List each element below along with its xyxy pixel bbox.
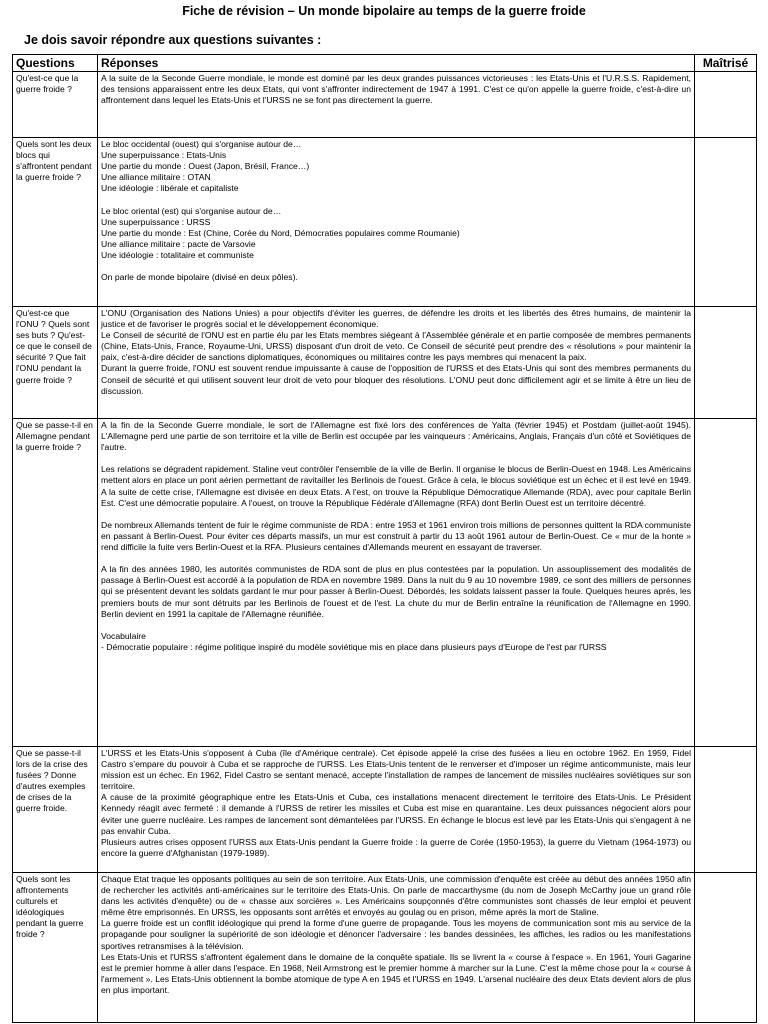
question-cell: Quels sont les affrontements culturels et idéologiques pendant la guerre froide ?: [13, 873, 98, 1023]
paragraph-spacer: [101, 453, 691, 464]
table-header-row: [13, 55, 757, 72]
table-row: [13, 138, 757, 307]
answer-cell: [98, 72, 695, 138]
column-header-maitrise: Maîtrisé: [695, 55, 757, 72]
answer-paragraph: Une partie du monde : Est (Chine, Corée du Nord, Démocraties populaires comme Roumanie): [101, 227, 460, 238]
answer-paragraph: Une alliance militaire : pacte de Varsovie: [101, 238, 256, 249]
question-cell: Qu'est-ce que la guerre froide ?: [13, 72, 98, 138]
question-cell: Quels sont les deux blocs qui s'affrontent pendant la guerre froide ?: [13, 138, 98, 307]
mastery-cell[interactable]: [695, 307, 757, 419]
column-header-questions: Questions: [13, 55, 98, 72]
mastery-cell[interactable]: [695, 72, 757, 138]
table-row: [13, 307, 757, 419]
table-row: [13, 873, 757, 1023]
paragraph-spacer: [101, 553, 691, 564]
answer-paragraph: Une superpuissance : URSS: [101, 216, 211, 227]
answer-paragraph: L'URSS et les Etats-Unis s'opposent à Cuba (île d'Amérique centrale). Cet épisode appelé la crise des fusées a lieu en octobre 1962. En 1959, Fidel Castro s'empare du pouvoir à Cuba et se rapproche de l'URSS. Les Etats-Unis tentent de le renverser et d'imposer un régime anticommuniste, mais leur mission est un échec. En 1962, Fidel Castro se sentant menacé, accepte l'installation de rampes de lancement de missiles nucléaires soviétiques sur son territoire.: [101, 748, 691, 792]
answer-paragraph: De nombreux Allemands tentent de fuir le régime communiste de RDA : entre 1953 et 1961 environ trois millions de personnes quittent la RDA communiste en passant à Berlin-Ouest. Pour éviter ces départs massifs, un mur est construit à partir du 13 août 1961 autour de Berlin-Ouest. Ce « mur de la honte » rend difficile la fuite vers Berlin-Ouest et la RFA. Plusieurs centaines d'Allemands meurent en essayant de traverser.: [101, 519, 691, 553]
question-cell: Que se passe-t-il lors de la crise des fusées ? Donne d'autres exemples de crises de la guerre froide.: [13, 747, 98, 873]
revision-table: [12, 54, 757, 1023]
answer-paragraph: On parle de monde bipolaire (divisé en deux pôles).: [101, 272, 298, 283]
answer-paragraph: Une superpuissance : Etats-Unis: [101, 150, 227, 161]
sheet-subtitle: Je dois savoir répondre aux questions suivantes :: [24, 33, 322, 47]
answer-paragraph: La guerre froide est un conflit idéologique qui prend la forme d'une guerre de propagande. Tous les moyens de communication sont mis au service de la propagande pour souligner la supériorité de son idéologie et dénoncer l'adversaire : les bandes dessinées, les affiches, les radios ou les manifestations sportives retransmises à la télévision.: [101, 918, 691, 951]
answer-paragraph: Une alliance militaire : OTAN: [101, 172, 211, 183]
question-cell: Qu'est-ce que l'ONU ? Quels sont ses buts ? Qu'est-ce que le conseil de sécurité ? Que fait l'ONU pendant la guerre froide ?: [13, 307, 98, 419]
answer-paragraph: A la suite de la Seconde Guerre mondiale, le monde est dominé par les deux grandes puissances victorieuses : les Etats-Unis et l'U.R.S.S. Rapidement, des tensions apparaissent entre les deux Etats, qui vont s'affronter indirectement de 1947 à 1991. C'est ce qu'on appelle la guerre froide, c'est-à-dire un affrontement dans lequel les Etats-Unis et l'URSS ne se font pas directement la guerre.: [101, 73, 691, 106]
mastery-cell[interactable]: [695, 138, 757, 307]
mastery-cell[interactable]: [695, 747, 757, 873]
answer-paragraph: Le Conseil de sécurité de l'ONU est en partie élu par les Etats membres siégeant à l'Assemblée générale et en partie composée de membres permanents (Chine, Etats-Unis, France, Royaume-Uni, URSS) disposant d'un droit de veto. Ce Conseil de sécurité peut prendre des « résolutions » pour maintenir la paix, c'est-à-dire décider de sanctions diplomatiques, économiques ou militaires contre les pays membres qui menacent la paix.: [101, 330, 691, 363]
answer-cell: [98, 873, 695, 1023]
answer-paragraph: Durant la guerre froide, l'ONU est souvent rendue impuissante à cause de l'opposition de l'URSS et des Etats-Unis qui sont des membres permanents du Conseil de sécurité et qui utilisent souvent leur droit de veto pour bloquer des résolutions. L'ONU peut donc difficilement agir et se limite à être un lieu de discussion.: [101, 363, 691, 396]
paragraph-spacer: [101, 509, 691, 520]
table-row: [13, 72, 757, 138]
answer-paragraph: Les relations se dégradent rapidement. Staline veut contrôler l'ensemble de la ville de Berlin. Il organise le blocus de Berlin-Ouest en 1948. Les Américains mettent alors en place un pont aérien permettant de ravitailler les Berlinois de l'ouest. Grâce à cela, le blocus soviétique est un échec et il est levé en 1949. A la suite de cette crise, l'Allemagne est divisée en deux Etats. A l'est, on trouve la République Démocratique Allemande (RDA), avec pour capitale Berlin Est. C'est une démocratie populaire. A l'ouest, on trouve la République Fédérale d'Allemagne (RFA) dont Berlin Ouest est un territoire décentré.: [101, 464, 691, 508]
paragraph-spacer: [101, 620, 691, 631]
answer-paragraph: Les Etats-Unis et l'URSS s'affrontent également dans le domaine de la conquête spatiale. Ils se livrent la « course à l'espace ». En 1961, Youri Gagarine est le premier homme à aller dans l'espace. En 1968, Neil Armstrong est le premier homme à marcher sur la Lune. C'est la même chose pour la « course à l'armement ». Les Etats-Unis obtiennent la bombe atomique de type A en 1945 et l'URSS en 1949. L'arsenal nucléaire des deux Etats devient alors de plus en plus important.: [101, 951, 691, 995]
answer-paragraph: Une partie du monde : Ouest (Japon, Brésil, France…): [101, 161, 310, 172]
mastery-cell[interactable]: [695, 873, 757, 1023]
answer-paragraph: Chaque Etat traque les opposants politiques au sein de son territoire. Aux Etats-Unis, une commission d'enquête est créée au début des années 1950 afin de rechercher les activités anti-américaines sur le territoire des Etats-Unis. On parle de maccarthysme (du nom de Joseph McCarthy joue un grand rôle dans les activités d'enquête) ou de « chasse aux sorcières ». Les Américains soupçonnés d'être communistes sont chassés de leur emploi et peuvent même être emprisonnés. En URSS, les opposants sont arrêtés et envoyés au goulag ou en prison, même après la mort de Staline.: [101, 874, 691, 918]
answer-paragraph: Une idéologie : libérale et capitaliste: [101, 183, 239, 194]
answer-cell: [98, 138, 695, 307]
answer-paragraph: - Démocratie populaire : régime politique inspiré du modèle soviétique mis en place dans plusieurs pays d'Europe de l'est par l'URSS: [101, 641, 607, 652]
paragraph-spacer: [101, 194, 691, 205]
answer-cell: [98, 747, 695, 873]
answer-paragraph: L'ONU (Organisation des Nations Unies) a pour objectifs d'éviter les guerres, de défendre les droits et les libertés des êtres humains, de maintenir la justice et de favoriser le progrès social et le développement économique.: [101, 308, 691, 330]
answer-cell: [98, 419, 695, 747]
table-row: [13, 419, 757, 747]
answer-paragraph: Vocabulaire: [101, 630, 146, 641]
mastery-cell[interactable]: [695, 419, 757, 747]
question-cell: Que se passe-t-il en Allemagne pendant la guerre froide ?: [13, 419, 98, 747]
column-header-reponses: Réponses: [98, 55, 695, 72]
answer-paragraph: A la fin des années 1980, les autorités communistes de RDA sont de plus en plus contestées par la population. Un assouplissement des modalités de passage à Berlin-Ouest est accordé à la population de RDA en novembre 1989. Dans la nuit du 9 au 10 novembre 1989, ce sont des milliers de personnes qui se présentent devant les soldats gardant le mur pour passer à Berlin-Ouest. Débordés, les soldats laissent passer la foule. Quelques heures après, les premiers bouts de mur sont détruits par les Berlinois de l'ouest et de l'est. La chute du mur de Berlin entraîne la réunification de l'Allemagne en 1990. Berlin devient en 1991 la capitale de l'Allemagne réunifiée.: [101, 564, 691, 619]
answer-paragraph: Une idéologie : totalitaire et communiste: [101, 249, 254, 260]
table-row: [13, 747, 757, 873]
answer-cell: [98, 307, 695, 419]
paragraph-spacer: [101, 261, 691, 272]
answer-paragraph: Le bloc oriental (est) qui s'organise autour de…: [101, 205, 282, 216]
answer-paragraph: Plusieurs autres crises opposent l'URSS aux Etats-Unis pendant la Guerre froide : la guerre de Corée (1950-1953), la guerre du Vietnam (1964-1973) ou encore la guerre d'Afghanistan (1979-1989).: [101, 836, 691, 858]
answer-paragraph: A la fin de la Seconde Guerre mondiale, le sort de l'Allemagne est fixé lors des conférences de Yalta (février 1945) et Postdam (juillet-août 1945). L'Allemagne perd une partie de son territoire et la ville de Berlin est occupée par les vainqueurs : Américains, Anglais, Français d'un côté et Soviétiques de l'autre.: [101, 420, 691, 453]
answer-paragraph: Le bloc occidental (ouest) qui s'organise autour de…: [101, 139, 302, 149]
sheet-title: Fiche de révision – Un monde bipolaire au temps de la guerre froide: [182, 4, 586, 18]
answer-paragraph: A cause de la proximité géographique entre les Etats-Unis et Cuba, ces installations menacent directement le territoire des Etats-Unis. Le Président Kennedy réagit avec fermeté : il demande à l'URSS de retirer les missiles et Cuba est mise en quarantaine. Les deux puissances négocient alors pour éviter une guerre nucléaire. Les rampes de lancement sont démantelées par l'URSS. En échange le blocus est levé par les Etats-Unis qui s'engagent à ne pas envahir Cuba.: [101, 792, 691, 836]
